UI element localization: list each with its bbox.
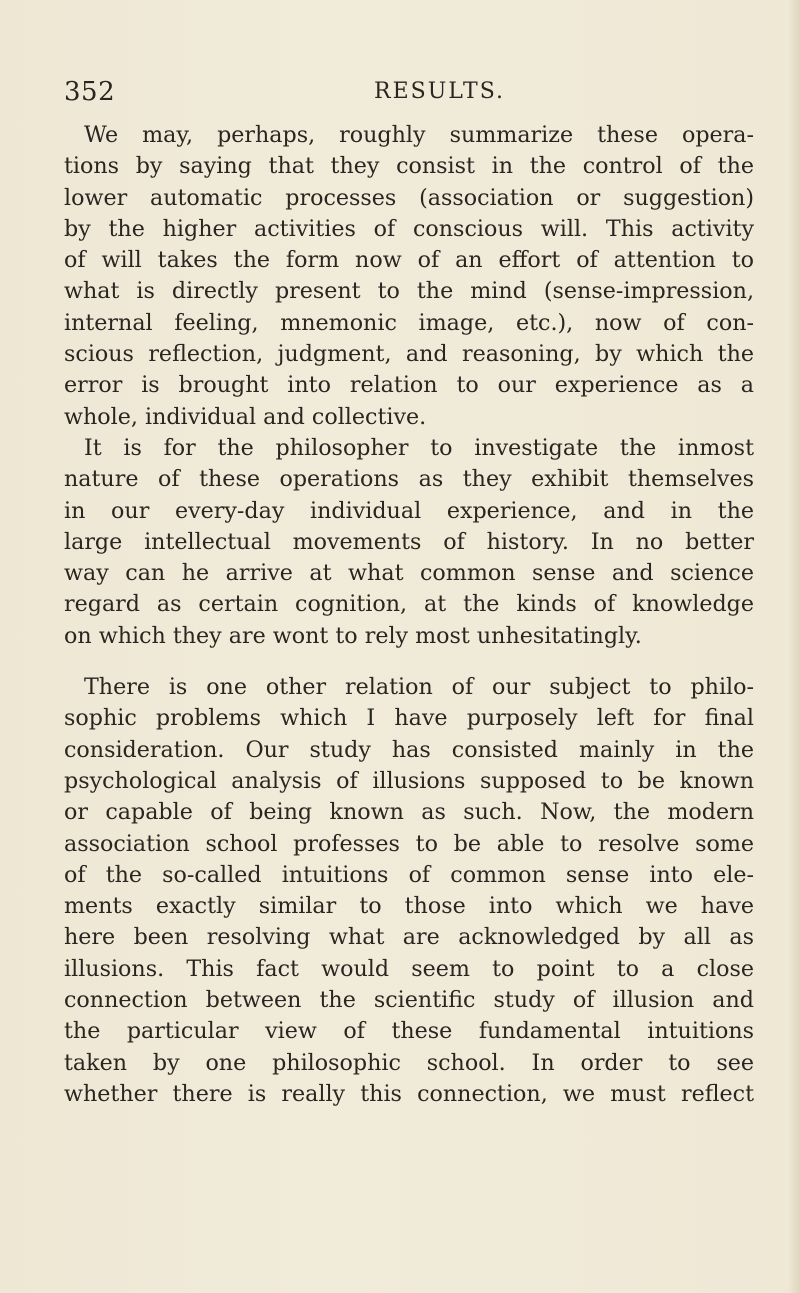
text-line: large intellectual movements of history. In no better (64, 528, 754, 555)
text-line: whether there is really this connection, we must reflect (64, 1080, 754, 1107)
text-line: of the so-called intuitions of common sense into ele- (64, 861, 754, 888)
text-line: lower automatic processes (association or suggestion) (64, 184, 754, 211)
text-line: We may, perhaps, roughly summarize these opera- (84, 122, 754, 148)
text-line: There is one other relation of our subject to philo- (84, 674, 754, 701)
text-line: or capable of being known as such. Now, the modern (64, 799, 754, 826)
paragraph-gap (64, 652, 754, 672)
text-line: connection between the scientific study of illusion and (64, 987, 754, 1014)
paragraph-1 (64, 120, 754, 433)
paragraph-3 (64, 672, 754, 1110)
text-line: tions by saying that they consist in the control of the (64, 153, 754, 180)
text-line: on which they are wont to rely most unhesitatingly. (64, 622, 642, 649)
page-edge-shadow (788, 0, 800, 1293)
text-line: psychological analysis of illusions supposed to be known (64, 767, 754, 794)
text-line: here been resolving what are acknowledged by all as (64, 924, 754, 951)
text-line: regard as certain cognition, at the kinds of knowledge (64, 591, 754, 618)
text-line: way can he arrive at what common sense and science (64, 560, 754, 587)
text-line: of will takes the form now of an effort of attention to (64, 247, 754, 274)
text-line: the particular view of these fundamental intuitions (64, 1018, 754, 1045)
text-line: association school professes to be able to resolve some (64, 830, 754, 857)
text-line: ments exactly similar to those into which we have (64, 893, 754, 920)
text-line: what is directly present to the mind (sense-impression, (64, 278, 754, 305)
text-line: scious reflection, judgment, and reasoning, by which the (64, 341, 754, 368)
text-line: in our every-day individual experience, and in the (64, 497, 754, 524)
text-line: whole, individual and collective. (64, 403, 427, 430)
text-line: consideration. Our study has consisted mainly in the (64, 736, 754, 763)
text-line: by the higher activities of conscious will. This activity (64, 215, 754, 242)
paragraph-2 (64, 433, 754, 652)
text-line: sophic problems which I have purposely left for final (64, 705, 754, 732)
text-line: illusions. This fact would seem to point to a close (64, 955, 754, 982)
body-text (64, 120, 754, 1110)
text-line: error is brought into relation to our experience as a (64, 372, 754, 399)
text-line: taken by one philosophic school. In order to see (64, 1049, 754, 1076)
text-line: nature of these operations as they exhibit themselves (64, 466, 754, 493)
page-header (64, 72, 744, 112)
text-line: internal feeling, mnemonic image, etc.), now of con- (64, 309, 754, 336)
text-line: It is for the philosopher to investigate the inmost (84, 434, 754, 461)
running-head: RESULTS. (374, 79, 506, 104)
page-number: 352 (64, 77, 116, 107)
